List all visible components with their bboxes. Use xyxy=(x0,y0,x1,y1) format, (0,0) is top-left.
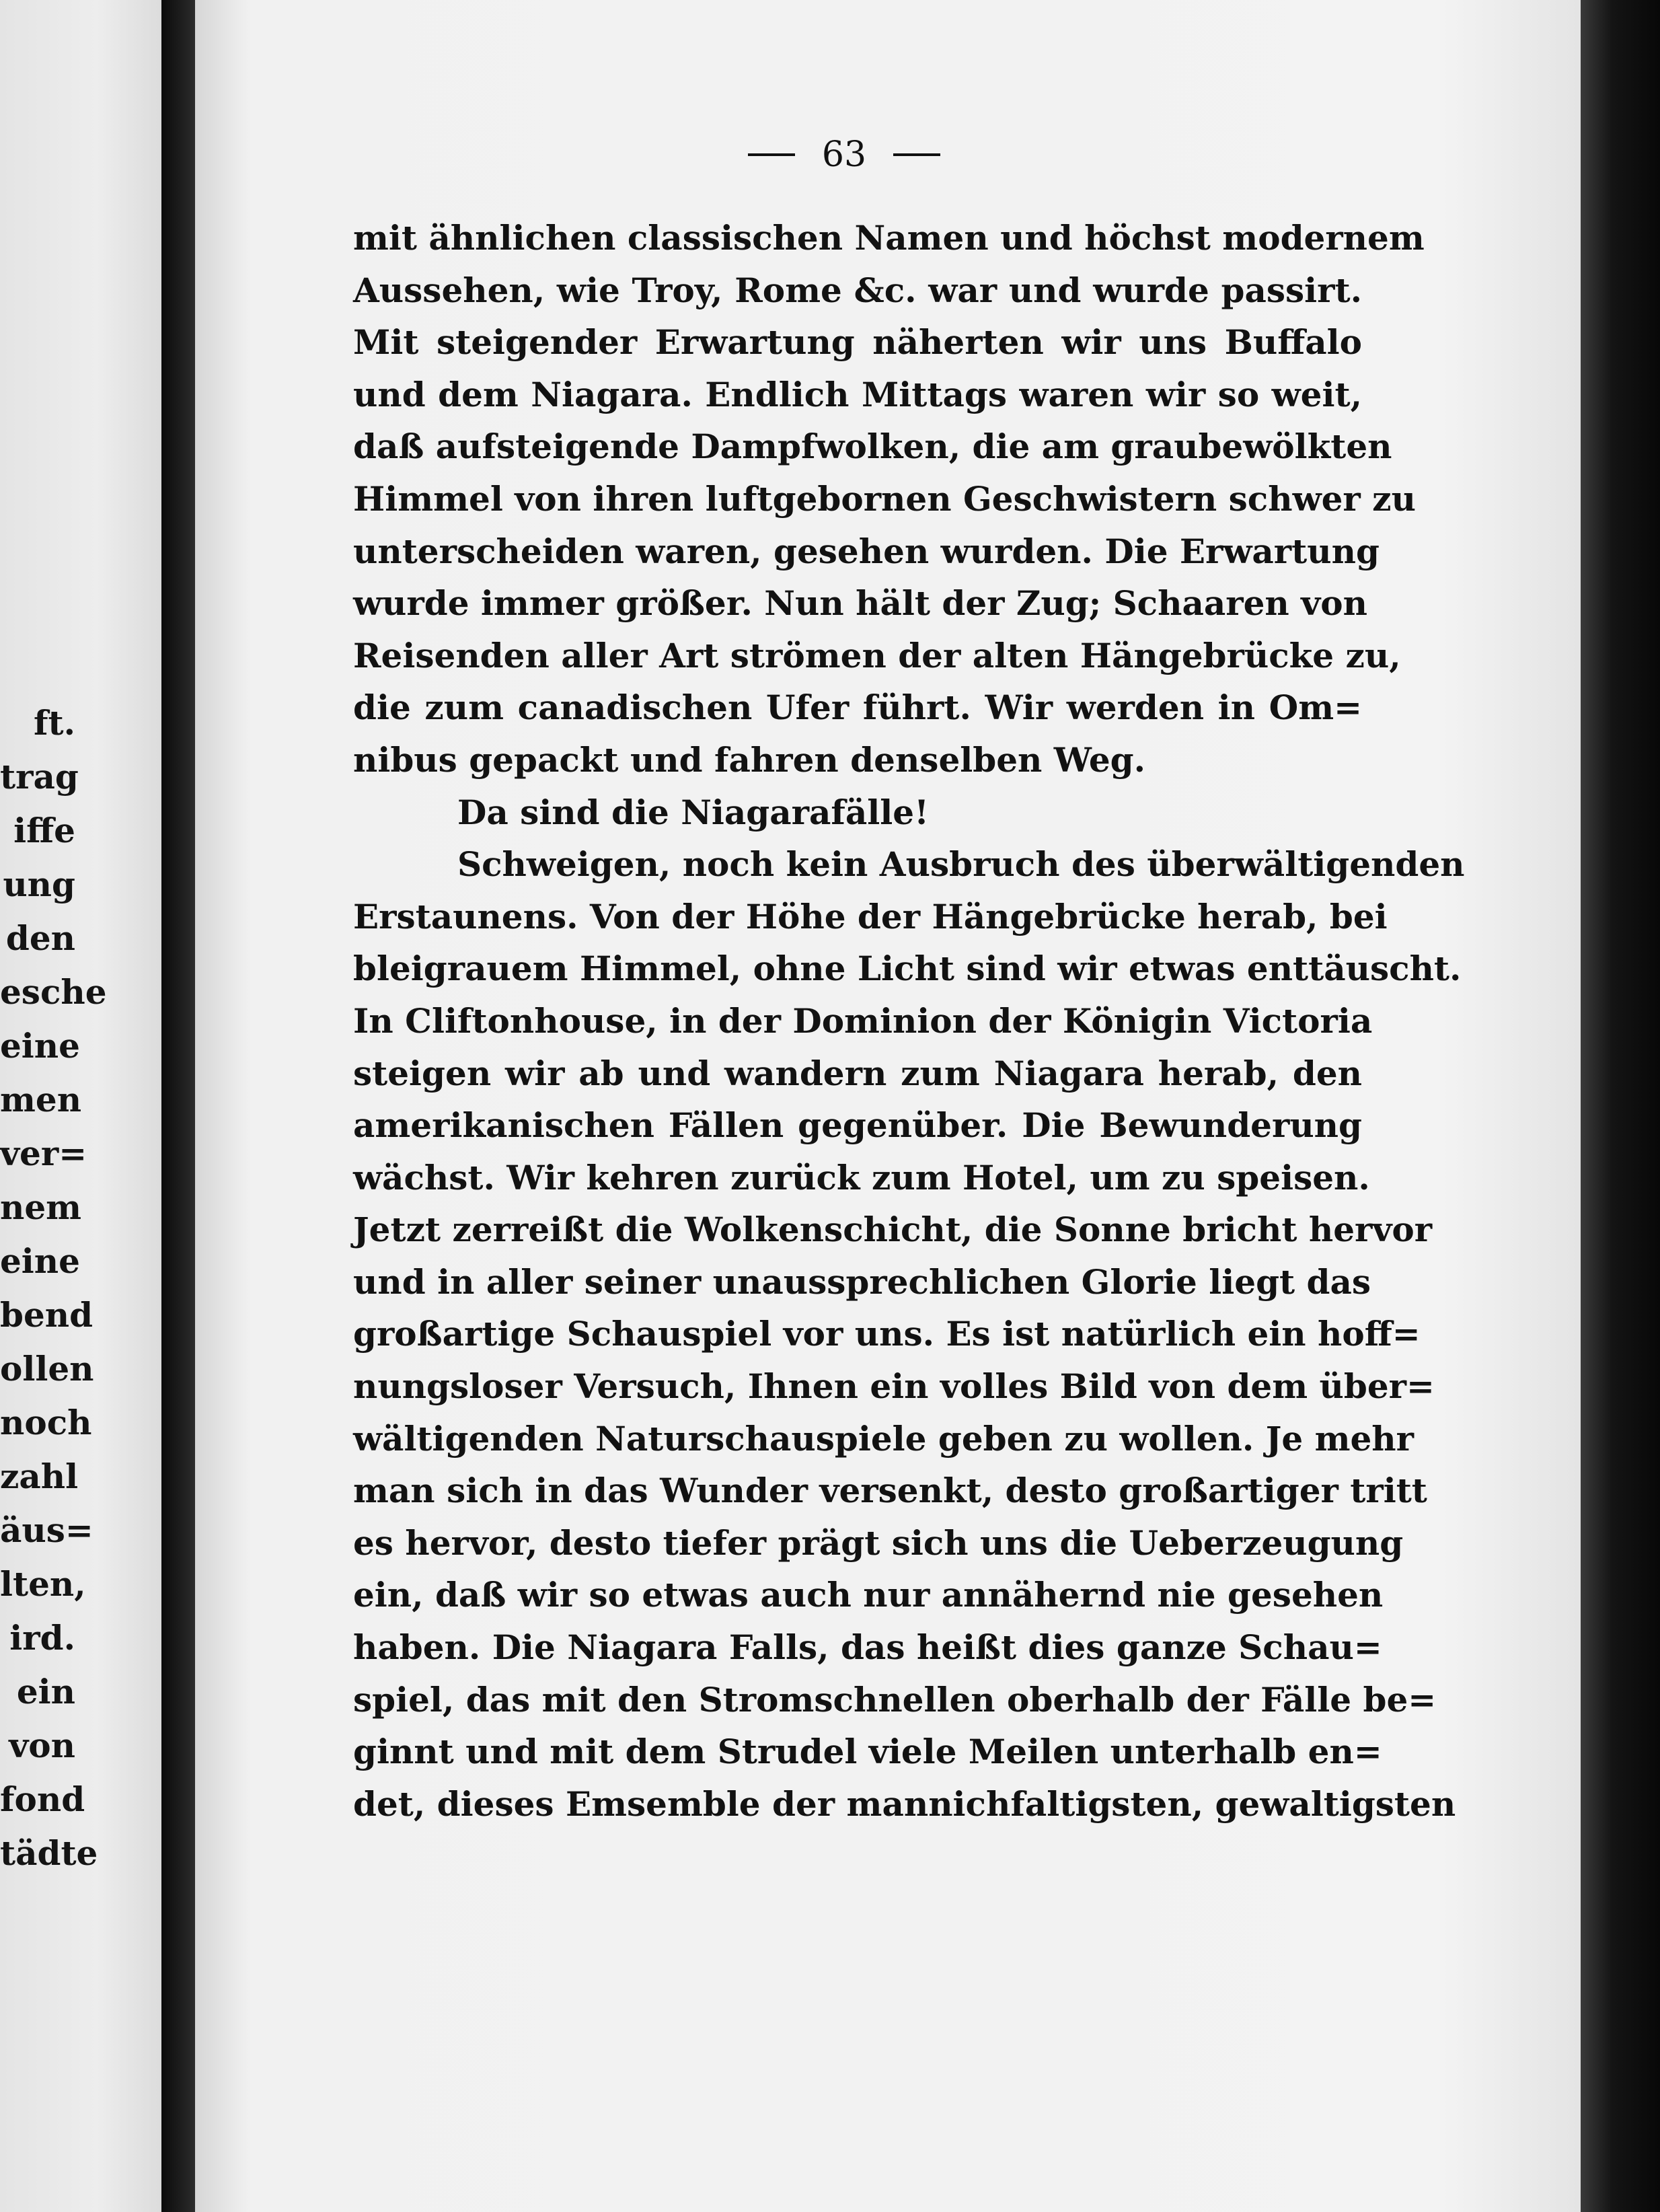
left-page-line-fragment: tädte xyxy=(0,1833,98,1873)
left-page-line-fragment: men xyxy=(0,1080,82,1119)
text-line: ein, daß wir so etwas auch nur annähernd nie gesehen xyxy=(353,1575,1384,1615)
page-edge-shadow xyxy=(1581,0,1660,2212)
left-page-line-fragment: lten, xyxy=(0,1564,86,1604)
text-line: ginnt und mit dem Strudel viele Meilen unterhalb en= xyxy=(353,1732,1382,1772)
text-line: nungsloser Versuch, Ihnen ein volles Bild von dem über= xyxy=(353,1366,1435,1407)
text-line: amerikanischen Fällen gegenüber. Die Bewunderung xyxy=(353,1105,1362,1146)
text-line: Erstaunens. Von der Höhe der Hängebrücke herab, bei xyxy=(353,896,1388,936)
left-page-line-fragment: nem xyxy=(0,1187,82,1227)
text-line: man sich in das Wunder versenkt, desto großartiger tritt xyxy=(353,1471,1427,1511)
page-header xyxy=(733,128,955,182)
header-dash-right xyxy=(893,153,940,156)
text-line: mit ähnlichen classischen Namen und höchst modernem xyxy=(353,218,1425,258)
text-line: det, dieses Emsemble der mannichfaltigsten, gewaltigsten xyxy=(353,1783,1456,1824)
text-line: Da sind die Niagarafälle! xyxy=(457,792,930,832)
text-line: Mit steigender Erwartung näherten wir uns Buffalo xyxy=(353,322,1362,363)
left-page-line-fragment: noch xyxy=(0,1403,92,1442)
left-page-text xyxy=(0,696,161,1880)
text-line: wältigenden Naturschauspiele geben zu wollen. Je mehr xyxy=(353,1418,1414,1459)
left-page-line-fragment: äus= xyxy=(0,1510,93,1550)
left-page-line-fragment: ein xyxy=(16,1672,75,1711)
left-page-line-fragment: zahl xyxy=(0,1457,79,1496)
text-line: es hervor, desto tiefer prägt sich uns die Ueberzeugung xyxy=(353,1522,1404,1563)
left-page-line-fragment: iffe xyxy=(13,811,75,850)
left-page-line-fragment: trag xyxy=(0,757,79,797)
left-page-line-fragment: den xyxy=(5,918,75,958)
text-line: Schweigen, noch kein Ausbruch des überwältigenden xyxy=(457,844,1465,885)
text-line: großartige Schauspiel vor uns. Es ist natürlich ein hoff= xyxy=(353,1314,1421,1354)
left-page-line-fragment: von xyxy=(9,1726,75,1765)
text-line: wächst. Wir kehren zurück zum Hotel, um zu speisen. xyxy=(353,1157,1370,1197)
text-line: wurde immer größer. Nun hält der Zug; Schaaren von xyxy=(353,583,1367,624)
text-line: und dem Niagara. Endlich Mittags waren wir so weit, xyxy=(353,374,1362,414)
left-page-fragment xyxy=(0,0,161,2212)
text-line: steigen wir ab und wandern zum Niagara herab, den xyxy=(353,1053,1362,1093)
left-page-line-fragment: eine xyxy=(0,1026,80,1066)
text-line: und in aller seiner unaussprechlichen Glorie liegt das xyxy=(353,1261,1371,1302)
header-dash-left xyxy=(748,153,795,156)
left-page-line-fragment: ver= xyxy=(0,1134,87,1173)
text-line: unterscheiden waren, gesehen wurden. Die Erwartung xyxy=(353,531,1380,571)
text-line: haben. Die Niagara Falls, das heißt dies ganze Schau= xyxy=(353,1627,1382,1668)
left-page-line-fragment: bend xyxy=(0,1295,93,1335)
text-line: daß aufsteigende Dampfwolken, die am graubewölkten xyxy=(353,427,1392,467)
text-line: bleigrauem Himmel, ohne Licht sind wir etwas enttäuscht. xyxy=(353,949,1462,989)
text-line: die zum canadischen Ufer führt. Wir werden in Om= xyxy=(353,688,1362,728)
left-page-line-fragment: eine xyxy=(0,1241,80,1281)
text-line: In Cliftonhouse, in der Dominion der Königin Victoria xyxy=(353,1000,1373,1041)
left-page-line-fragment: ird. xyxy=(9,1618,75,1658)
text-line: spiel, das mit den Stromschnellen oberhalb der Fälle be= xyxy=(353,1679,1437,1720)
text-line: nibus gepackt und fahren denselben Weg. xyxy=(353,739,1146,780)
left-page-line-fragment: ollen xyxy=(0,1349,94,1389)
left-page-line-fragment: esche xyxy=(0,972,107,1012)
text-line: Aussehen, wie Troy, Rome &c. war und wurde passirt. xyxy=(353,270,1362,310)
page-number: 63 xyxy=(821,135,867,175)
text-line: Reisenden aller Art strömen der alten Hängebrücke zu, xyxy=(353,635,1401,675)
text-line: Himmel von ihren luftgebornen Geschwistern schwer zu xyxy=(353,478,1416,519)
left-page-line-fragment: ft. xyxy=(33,703,75,743)
page-body-text xyxy=(353,212,1465,1830)
left-page-line-fragment: fond xyxy=(0,1779,85,1819)
text-line: Jetzt zerreißt die Wolkenschicht, die Sonne bricht hervor xyxy=(353,1210,1433,1250)
left-page-line-fragment: ung xyxy=(3,864,75,904)
